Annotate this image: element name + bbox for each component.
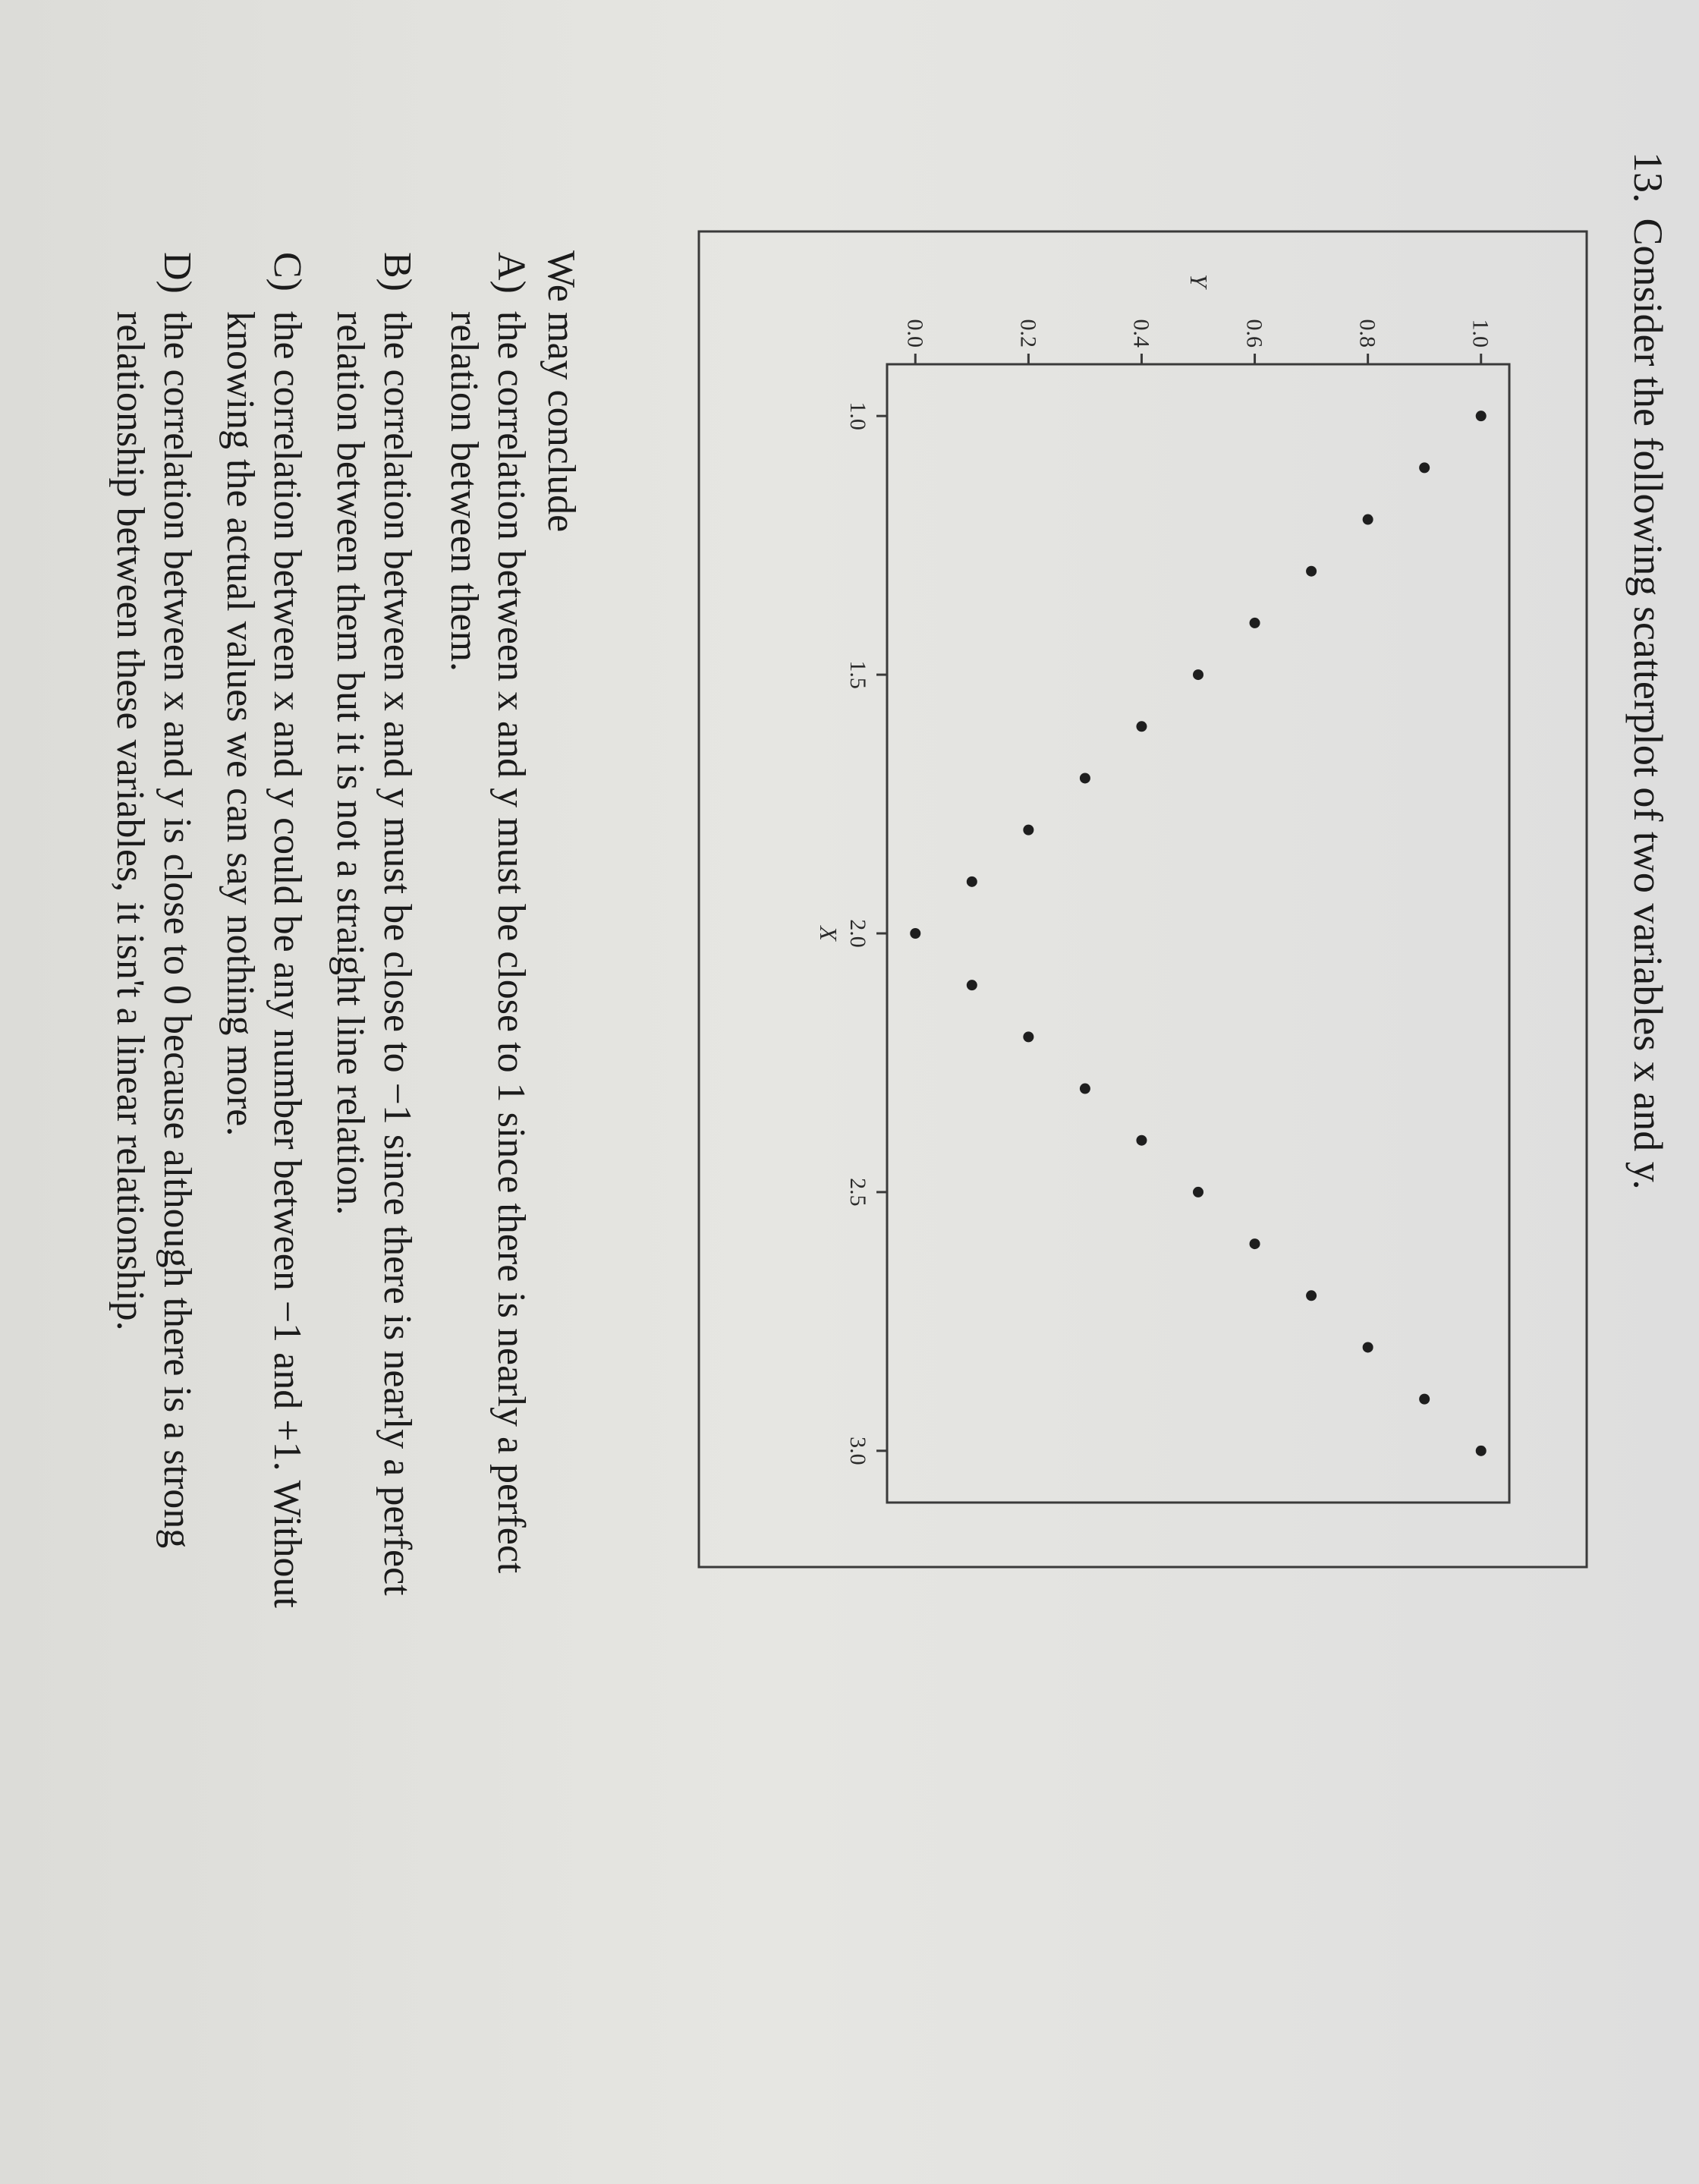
data-point bbox=[1193, 1187, 1203, 1197]
data-point bbox=[1476, 411, 1487, 421]
data-point bbox=[1136, 1135, 1147, 1146]
option-c-line-2: knowing the actual values we can say nothing more. bbox=[219, 311, 262, 1137]
y-tick-label: 1.0 bbox=[1468, 319, 1493, 348]
scatter-points bbox=[910, 411, 1486, 1456]
y-axis-title: Y bbox=[1185, 274, 1213, 288]
data-point bbox=[967, 980, 977, 990]
option-a-line-1: the correlation between x and y must be close to 1 since there is nearly a perfect bbox=[489, 311, 533, 1574]
data-point bbox=[1476, 1446, 1487, 1456]
data-point bbox=[1023, 825, 1034, 836]
data-point bbox=[1306, 1290, 1317, 1301]
option-a-line-2: relation between them. bbox=[442, 311, 486, 672]
conclusion-intro: We may conclude bbox=[540, 250, 583, 533]
data-point bbox=[910, 928, 920, 939]
data-point bbox=[1363, 1342, 1373, 1352]
data-point bbox=[967, 876, 977, 887]
data-point bbox=[1193, 669, 1203, 680]
option-a-letter: A) bbox=[489, 252, 533, 294]
x-tick-label: 1.5 bbox=[845, 660, 870, 689]
option-c-line-1: the correlation between x and y could be any number between −1 and +1. Without bbox=[266, 311, 309, 1608]
option-b-line-2: relation between them but it is not a straight line relation. bbox=[329, 311, 372, 1216]
option-b-line-1: the correlation between x and y must be close to −1 since there is nearly a perfect bbox=[376, 311, 419, 1596]
question-number: 13. bbox=[1625, 152, 1671, 203]
option-d[interactable] bbox=[106, 252, 200, 1549]
plot-area bbox=[887, 364, 1509, 1503]
data-point bbox=[1250, 618, 1260, 628]
option-d-line-1: the correlation between x and y is close to 0 because although there is a strong bbox=[156, 311, 199, 1549]
question-prompt: Consider the following scatterplot of two variables x and y. bbox=[1625, 218, 1671, 1190]
y-tick-label: 0.0 bbox=[902, 319, 928, 348]
option-c-letter: C) bbox=[266, 252, 309, 291]
x-tick-label: 3.0 bbox=[845, 1437, 870, 1465]
x-tick-label: 2.0 bbox=[845, 919, 870, 948]
x-tick-label: 2.5 bbox=[845, 1178, 870, 1207]
y-tick-label: 0.4 bbox=[1128, 319, 1154, 348]
x-axis bbox=[845, 401, 887, 1465]
data-point bbox=[1306, 566, 1317, 577]
figure-frame bbox=[699, 231, 1587, 1567]
data-point bbox=[1419, 1394, 1430, 1405]
option-b[interactable] bbox=[326, 252, 420, 1596]
option-d-letter: D) bbox=[156, 252, 199, 294]
data-point bbox=[1080, 1084, 1090, 1094]
option-c[interactable] bbox=[216, 252, 310, 1608]
y-axis bbox=[902, 319, 1493, 365]
data-point bbox=[1363, 515, 1373, 525]
data-point bbox=[1023, 1031, 1034, 1042]
data-point bbox=[1136, 721, 1147, 732]
y-tick-label: 0.6 bbox=[1241, 319, 1267, 348]
option-d-line-2: relationship between these variables, it isn't a linear relationship. bbox=[109, 311, 152, 1331]
x-axis-title: X bbox=[815, 926, 842, 941]
data-point bbox=[1080, 773, 1090, 783]
option-b-letter: B) bbox=[376, 252, 419, 291]
x-tick-label: 1.0 bbox=[845, 401, 870, 430]
y-tick-label: 0.2 bbox=[1015, 319, 1041, 348]
y-tick-label: 0.8 bbox=[1354, 319, 1380, 348]
data-point bbox=[1250, 1238, 1260, 1249]
data-point bbox=[1419, 462, 1430, 473]
option-a[interactable] bbox=[440, 252, 534, 1574]
scatterplot bbox=[561, 0, 1699, 2184]
